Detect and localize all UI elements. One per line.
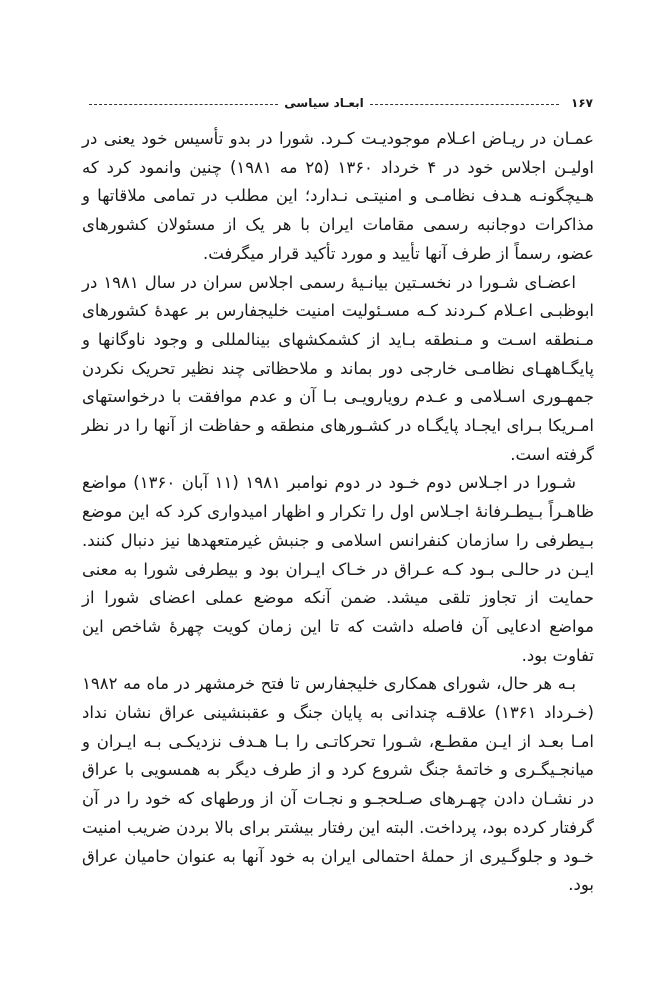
paragraph-4: بـه هر حال، شورای همکاری خلیجفارس تا فتح خرمشهر در ماه مه ۱۹۸۲ (خـرداد ۱۳۶۱) علاقـه چندانی به پایان جنگ و عقبنشینی عراق نشان نداد امـا بعـد از ایـن مقطـع، شـورا تحرکاتـی را بـا هـدف نزدیکـی بـه ایـران و میانجـیگـری و خاتمۀ جنگ شروع کرد و از طرف دیگر به همسویی با عراق در نشـان دادن چهـرهای صـلحجـو و نجـات آن از ورطهای که خود را در آن گرفتار کرده بود، پرداخت. البته این رفتار بیشتر برای بالا بردن ضریب امنیت خـود و جلوگـیری از حملۀ احتمالی ایران به خود آنها به عنوان حامیان عراق بود.: [82, 674, 594, 895]
paragraph-3: شـورا در اجـلاس دوم خـود در دوم نوامبر ۱۹۸۱ (۱۱ آبان ۱۳۶۰) مواضع ظاهـراً بـیطـرفانۀ اجـلاس اول را تکرار و اظهار امیدواری کرد که این موضع بـیطرفی را سازمان کنفرانس اسلامی و جنبش غیرمتعهدها نیز دنبال کنند. ایـن در حالـی بـود کـه عـراق در خـاک ایـران بود و بیطرفی شورا به معنی حمایت از تجاوز تلقی میشد. ضمن آنکه موضع عملی اعضای شورا از مواضع ادعایی آن فاصله داشت که تا این زمان کویت چهرۀ شاخص این تفاوت بود.: [82, 473, 594, 665]
body-text: [82, 125, 594, 900]
page-number: ۱۶۷: [571, 96, 593, 110]
header-dashed-rule-end: [89, 104, 278, 105]
section-title: ابعـاد سیاسی: [284, 96, 364, 110]
paragraph-1: عمـان در ریـاض اعـلام موجودیـت کـرد. شورا در بدو تأسیس خود یعنی در اولیـن اجلاس خود در ۴ خرداد ۱۳۶۰ (۲۵ مه ۱۹۸۱) چنین وانمود کرد که هـیچگونـه هـدف نظامـی و امنیتـی نـدارد؛ این مطلب در تمامی ملاقاتها و مذاکرات دوجانبه رسمی مقامات ایران با هر یک از مسئولان کشورهای عضو، رسماً از طرف آنها تأیید و مورد تأکید قرار میگرفت.: [82, 129, 594, 263]
paragraph-2: اعضـای شـورا در نخسـتین بیانـیۀ رسمی اجلاس سران در سال ۱۹۸۱ در ابوظبـی اعـلام کـردند کـه مسـئولیت امنیت خلیجفارس بر عهدۀ کشورهای مـنطقه اسـت و مـنطقه بـاید از کشمکشهای بینالمللی و وجود ناوگانها و پایگـاههـای نظامـی خارجی دور بماند و ملاحظاتی چند نظیر تحریک نکردن جمهـوری اسـلامی و عـدم رویارویـی بـا آن و عدم موافقت با درخواستهای امـریکا بـرای ایجـاد پایگـاه در کشـورهای منطقه و حفاظت از آنها را در نظر گرفته است.: [82, 272, 594, 464]
header-dashed-rule: [370, 104, 559, 105]
running-header: [83, 88, 593, 110]
